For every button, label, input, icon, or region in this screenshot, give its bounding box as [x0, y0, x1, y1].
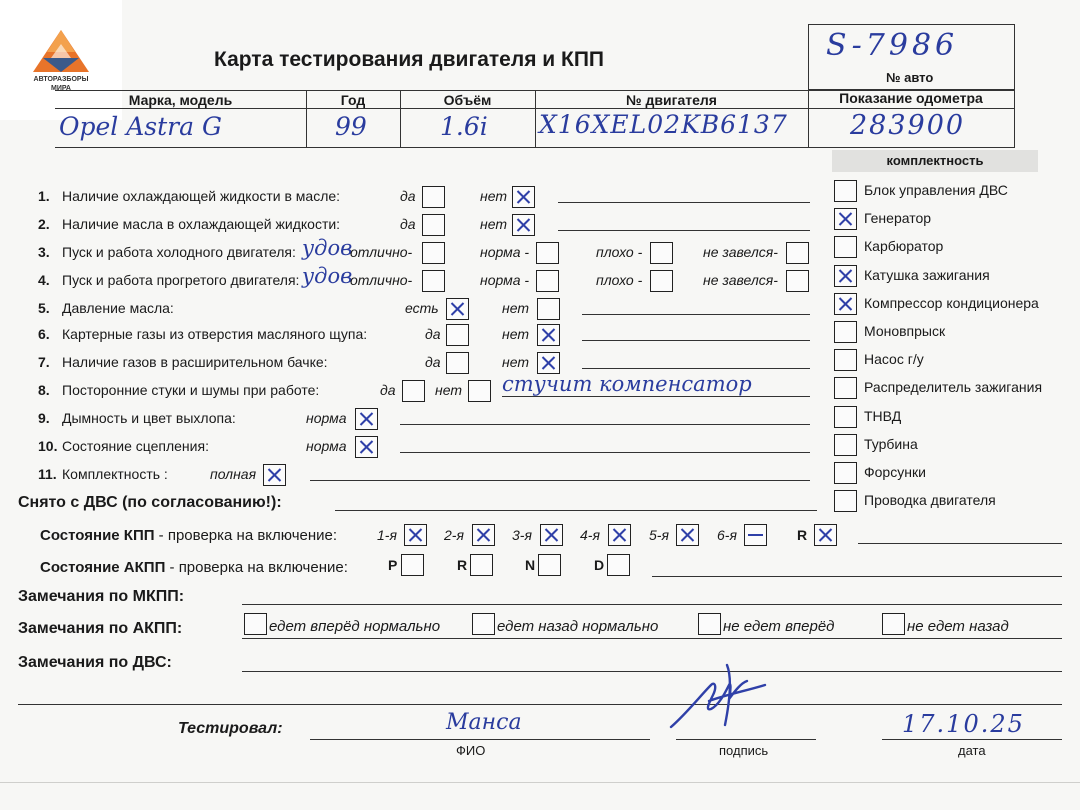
komplekt-checkbox[interactable] [834, 208, 857, 230]
col-header-engine-no: № двигателя [626, 92, 717, 108]
ploho-checkbox[interactable] [650, 270, 673, 292]
otlichno-checkbox[interactable] [422, 270, 445, 292]
header-table [55, 90, 1015, 148]
da-checkbox[interactable] [446, 352, 469, 374]
col-header-odometer: Показание одометра [839, 90, 983, 106]
komplekt-checkbox[interactable] [834, 265, 857, 287]
col-header-volume: Объём [443, 92, 492, 108]
col-header-model: Марка, модель [128, 92, 233, 108]
akpp-remark-label: не едет вперёд [723, 618, 835, 635]
check-number: 2. [38, 216, 50, 232]
col-header-year: Год [340, 92, 366, 108]
sign-caption: подпись [719, 743, 769, 758]
opt-norma: норма - [480, 244, 530, 260]
komplekt-checkbox[interactable] [834, 377, 857, 399]
komplekt-checkbox[interactable] [834, 293, 857, 315]
opt-net: нет [435, 382, 462, 398]
signature-icon [665, 655, 775, 735]
akpp-remark-checkbox[interactable] [472, 613, 495, 635]
opt-polnaya: полная [210, 466, 257, 482]
komplekt-checkbox[interactable] [834, 462, 857, 484]
akpp-mode-label: N [525, 557, 536, 573]
page-title: Карта тестирования двигателя и КПП [214, 48, 605, 71]
opt-norma: норма [306, 410, 347, 426]
underline [582, 314, 810, 315]
komplekt-checkbox[interactable] [834, 321, 857, 343]
check-label: Дымность и цвет выхлопа: [62, 410, 236, 426]
ploho-checkbox[interactable] [650, 242, 673, 264]
opt-otlichno: отлично- [350, 272, 413, 288]
opt-net: нет [480, 216, 507, 232]
snyato-label: Снято с ДВС (по согласованию!): [18, 494, 282, 511]
akpp-label [40, 559, 348, 576]
value-year: 99 [335, 112, 367, 141]
akpp-mode-checkbox[interactable] [401, 554, 424, 576]
check-label: Пуск и работа прогретого двигателя: [62, 272, 300, 288]
akpp-mode-label: D [594, 557, 605, 573]
kpp-gear-checkbox[interactable] [472, 524, 495, 546]
underline [582, 340, 810, 341]
opt-norma: норма - [480, 272, 530, 288]
check-number: 8. [38, 382, 50, 398]
remarks-dvs-label: Замечания по ДВС: [18, 654, 172, 671]
underline [502, 396, 810, 397]
komplekt-item-label: Карбюратор [864, 238, 944, 255]
opt-da: да [380, 382, 396, 398]
akpp-label-bold: Состояние АКПП [40, 559, 166, 576]
akpp-remark-checkbox[interactable] [244, 613, 267, 635]
opt-ploho: плохо - [596, 244, 643, 260]
check-number: 3. [38, 244, 50, 260]
akpp-remark-label: не едет назад [907, 618, 1009, 635]
kpp-gear-label: 2-я [444, 527, 464, 543]
avto-number-value: S-7986 [826, 28, 959, 63]
kpp-gear-label: 1-я [377, 527, 397, 543]
da-checkbox[interactable] [422, 186, 445, 208]
handwritten-udov: удов [302, 264, 353, 288]
akpp-label-rest: - проверка на включение: [165, 559, 348, 576]
komplekt-checkbox[interactable] [834, 490, 857, 512]
kpp-gear-checkbox[interactable] [540, 524, 563, 546]
norma-checkbox[interactable] [355, 436, 378, 458]
opt-ne-zavelsya: не завелся- [703, 244, 778, 260]
kpp-gear-label: 6-я [717, 527, 737, 543]
ne-zavelsya-checkbox[interactable] [786, 270, 809, 292]
komplekt-checkbox[interactable] [834, 406, 857, 428]
remarks-akpp-label: Замечания по АКПП: [18, 620, 183, 637]
opt-net: нет [480, 188, 507, 204]
akpp-remark-checkbox[interactable] [698, 613, 721, 635]
komplekt-checkbox[interactable] [834, 434, 857, 456]
value-volume: 1.6i [440, 112, 488, 141]
akpp-remark-label: едет вперёд нормально [269, 618, 441, 635]
opt-da: да [425, 326, 441, 342]
opt-net: нет [502, 326, 529, 342]
komplekt-checkbox[interactable] [834, 180, 857, 202]
check-number: 4. [38, 272, 50, 288]
akpp-mode-checkbox[interactable] [607, 554, 630, 576]
da-checkbox[interactable] [446, 324, 469, 346]
otlichno-checkbox[interactable] [422, 242, 445, 264]
polnaya-checkbox[interactable] [263, 464, 286, 486]
komplekt-item-label: Распределитель зажигания [864, 379, 1043, 396]
komplekt-item-label: Проводка двигателя [864, 492, 996, 509]
value-model: Opel Astra G [59, 112, 222, 141]
remarks-mkpp-label: Замечания по МКПП: [18, 588, 185, 605]
komplekt-item-label: Компрессор кондиционера [864, 294, 1039, 311]
komplekt-item-label: Блок управления ДВС [864, 182, 1008, 198]
opt-da: да [400, 216, 416, 232]
kpp-label-bold: Состояние КПП [40, 527, 155, 544]
kpp-gear-checkbox[interactable] [744, 524, 767, 546]
date-caption: дата [958, 743, 986, 758]
opt-otlichno: отлично- [350, 244, 413, 260]
kpp-gear-label: R [797, 527, 808, 543]
check-number: 1. [38, 188, 50, 204]
kpp-gear-label: 5-я [649, 527, 669, 543]
akpp-mode-checkbox[interactable] [538, 554, 561, 576]
ne-zavelsya-checkbox[interactable] [786, 242, 809, 264]
check-number: 10. [38, 438, 58, 454]
komplekt-title: комплектность [832, 150, 1038, 172]
akpp-mode-label: P [388, 557, 398, 573]
avto-number-label: № авто [886, 70, 934, 85]
tested-label: Тестировал: [178, 720, 283, 737]
akpp-remark-label: едет назад нормально [497, 618, 659, 635]
underline [558, 230, 810, 231]
kpp-gear-label: 3-я [512, 527, 532, 543]
net-checkbox[interactable] [537, 352, 560, 374]
opt-est: есть [405, 300, 439, 316]
check-label: Состояние сцепления: [62, 438, 209, 454]
fio-value: Манса [446, 710, 522, 735]
check-label: Картерные газы из отверстия масляного щупа: [62, 326, 368, 342]
check-number: 5. [38, 300, 50, 316]
underline [558, 202, 810, 203]
akpp-mode-checkbox[interactable] [470, 554, 493, 576]
net-checkbox[interactable] [512, 186, 535, 208]
underline [310, 480, 810, 481]
logo-text-line1: АВТОРАЗБОРЫ [33, 76, 89, 83]
net-checkbox[interactable] [512, 214, 535, 236]
komplekt-item-label: Катушка зажигания [864, 266, 990, 283]
komplekt-item-label: Моновпрыск [864, 323, 946, 339]
value-engine-no: X16XEL02KB6137 [539, 110, 788, 139]
logo-mark-icon [31, 28, 91, 74]
kpp-gear-label: 4-я [580, 527, 600, 543]
check-label: Комплектность : [62, 466, 168, 482]
check-number: 9. [38, 410, 50, 426]
opt-net: нет [502, 354, 529, 370]
check-label: Наличие масла в охлаждающей жидкости: [62, 216, 341, 232]
komplekt-checkbox[interactable] [834, 349, 857, 371]
fio-caption: ФИО [456, 743, 486, 758]
opt-da: да [400, 188, 416, 204]
opt-norma: норма [306, 438, 347, 454]
komplekt-item-label: Генератор [864, 210, 932, 227]
net-checkbox[interactable] [537, 298, 560, 320]
net-checkbox[interactable] [537, 324, 560, 346]
opt-da: да [425, 354, 441, 370]
kpp-gear-checkbox[interactable] [814, 524, 837, 546]
check-number: 7. [38, 354, 50, 370]
komplekt-item-label: Турбина [864, 435, 918, 452]
check-number: 6. [38, 326, 50, 342]
da-checkbox[interactable] [402, 380, 425, 402]
check-label: Пуск и работа холодного двигателя: [62, 244, 296, 260]
akpp-remark-checkbox[interactable] [882, 613, 905, 635]
underline [400, 424, 810, 425]
logo-text-line2: МИРА [51, 85, 71, 92]
check-number: 11. [38, 466, 57, 482]
kpp-gear-checkbox[interactable] [608, 524, 631, 546]
komplekt-item-label: ТНВД [864, 407, 902, 424]
check-label: Наличие газов в расширительном бачке: [62, 354, 328, 370]
komplekt-item-label: Форсунки [864, 464, 926, 480]
komplekt-item-label: Насос г/у [864, 351, 924, 368]
kpp-gear-checkbox[interactable] [676, 524, 699, 546]
kpp-label [40, 527, 337, 544]
akpp-mode-label: R [457, 557, 468, 573]
value-odometer: 283900 [850, 110, 966, 141]
opt-ploho: плохо - [596, 272, 643, 288]
net-checkbox[interactable] [468, 380, 491, 402]
check-label: Посторонние стуки и шумы при работе: [62, 382, 320, 398]
check-label: Наличие охлаждающей жидкости в масле: [62, 188, 341, 204]
handwritten-noise-note: стучит компенсатор [502, 372, 752, 396]
kpp-gear-checkbox[interactable] [404, 524, 427, 546]
norma-checkbox[interactable] [536, 242, 559, 264]
check-label: Давление масла: [62, 300, 174, 316]
norma-checkbox[interactable] [536, 270, 559, 292]
kpp-label-rest: - проверка на включение: [154, 527, 338, 544]
norma-checkbox[interactable] [355, 408, 378, 430]
underline [582, 368, 810, 369]
handwritten-udov: удов [302, 236, 353, 260]
est-checkbox[interactable] [446, 298, 469, 320]
underline [400, 452, 810, 453]
da-checkbox[interactable] [422, 214, 445, 236]
date-value: 17.10.25 [902, 710, 1025, 738]
komplekt-checkbox[interactable] [834, 236, 857, 258]
opt-ne-zavelsya: не завелся- [703, 272, 778, 288]
opt-net: нет [502, 300, 529, 316]
